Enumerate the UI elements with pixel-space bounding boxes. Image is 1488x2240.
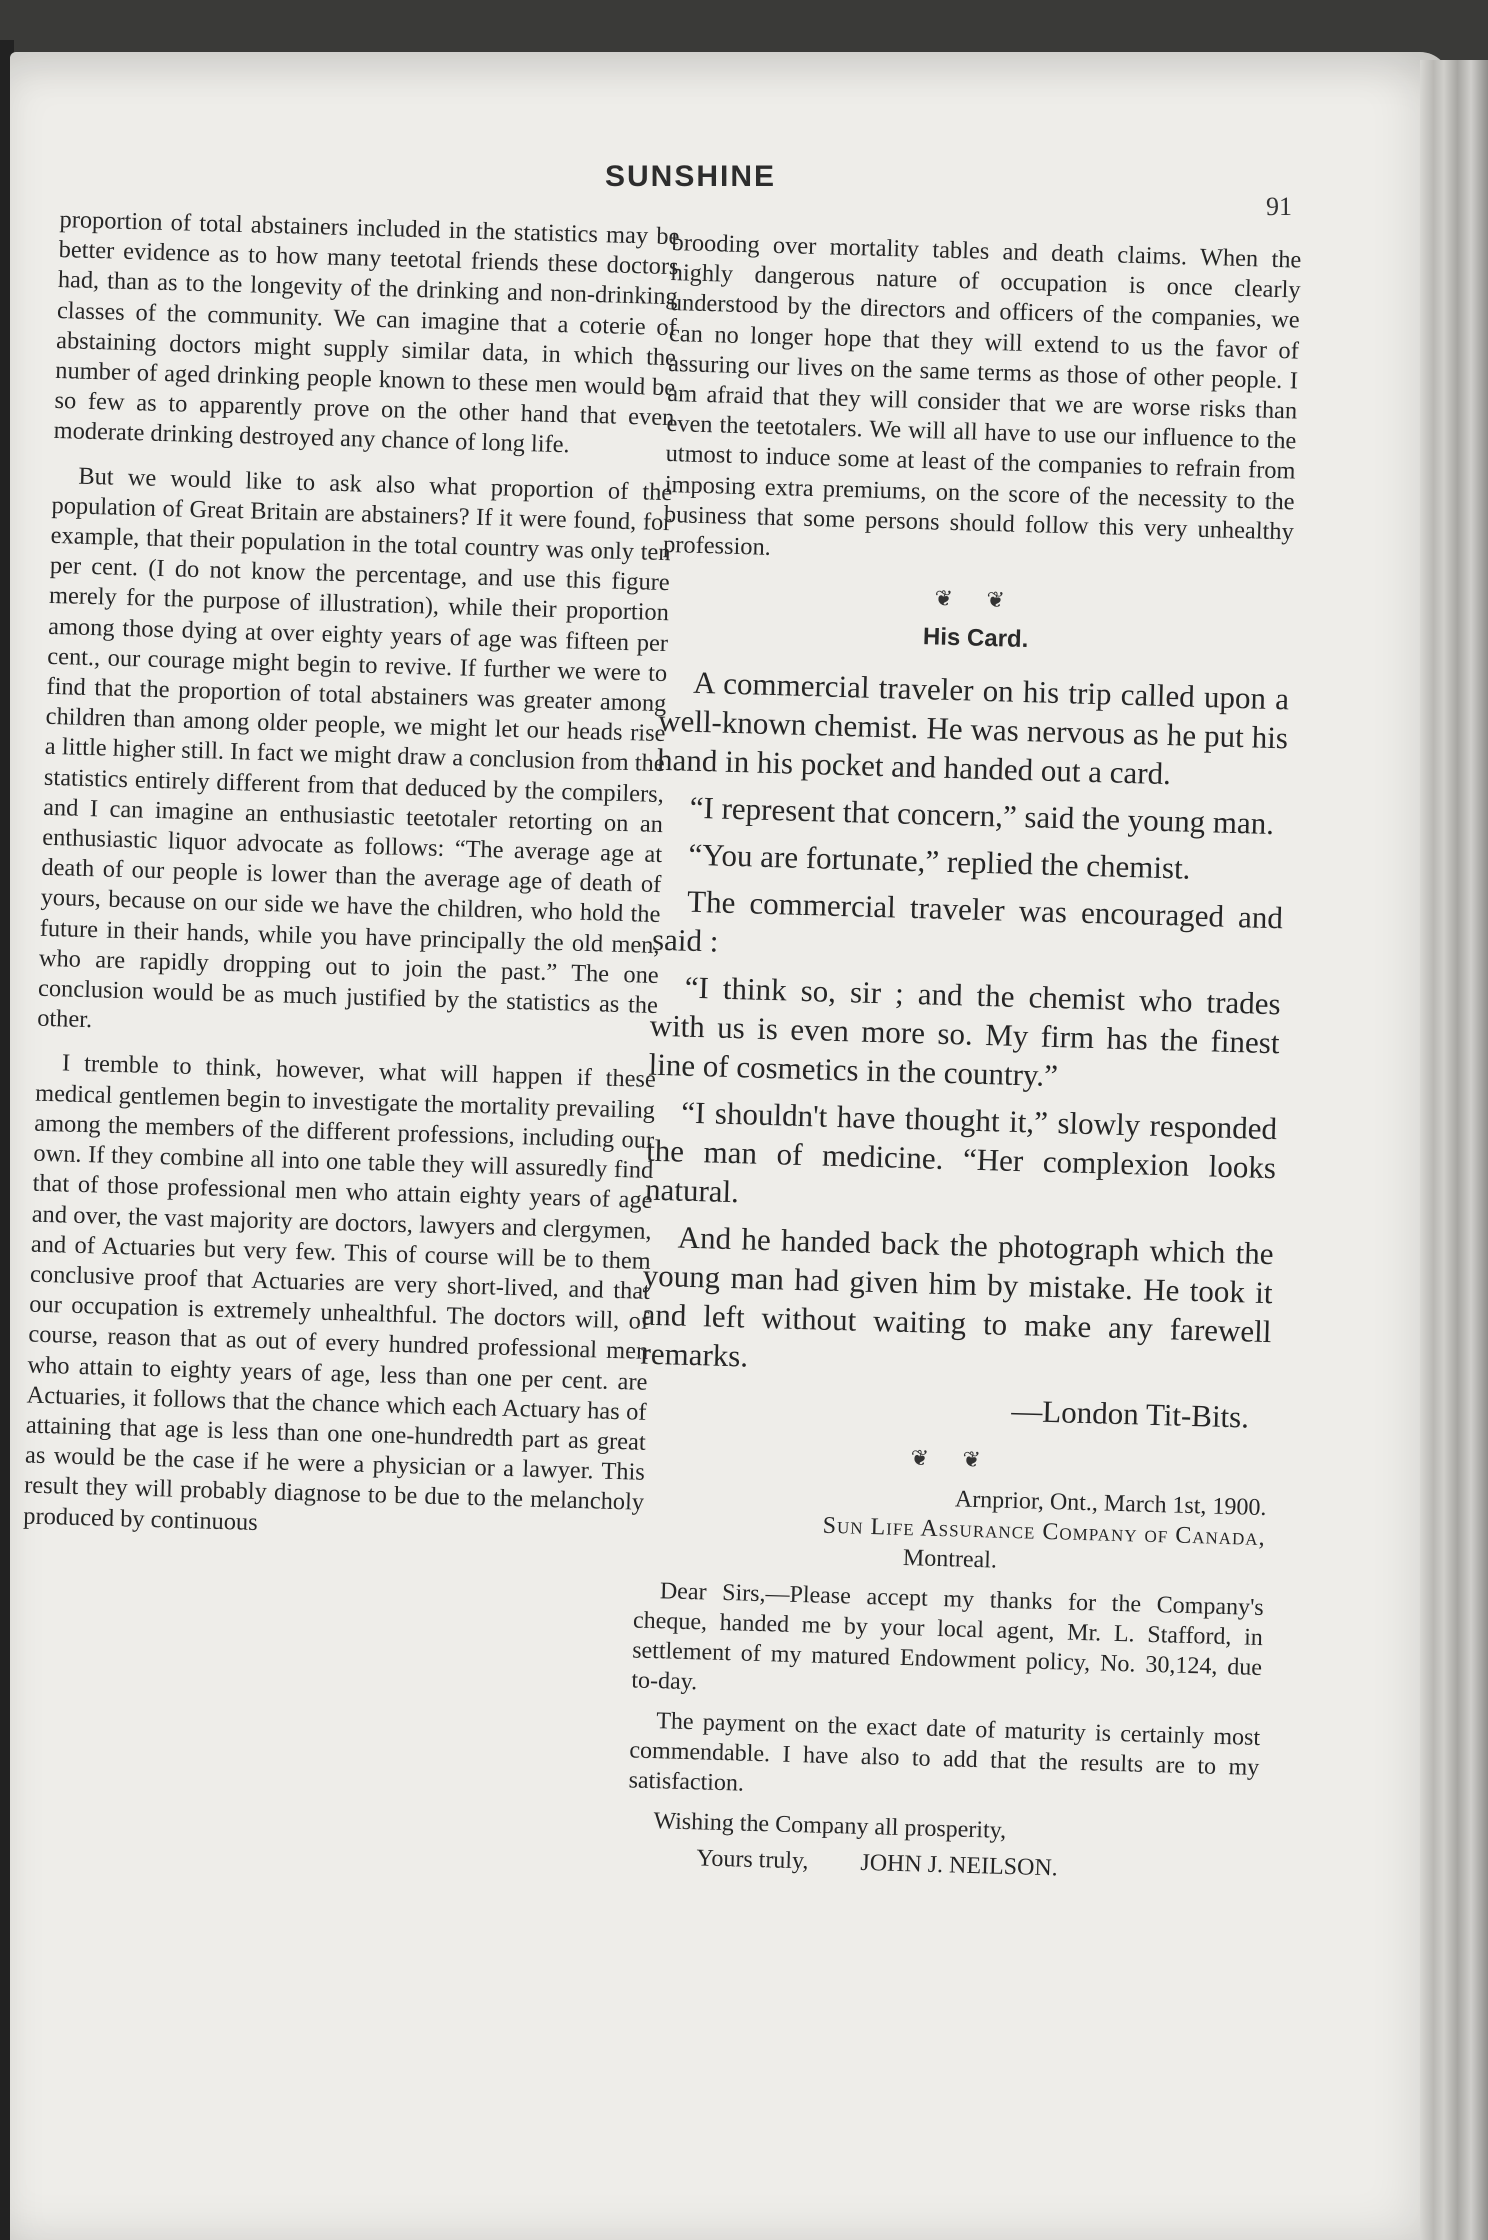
paragraph: And he handed back the photograph which the young man had given him by mistake. He took it and left without waiting to make any farewell remarks. [640, 1219, 1275, 1374]
article-body [639, 662, 1290, 1437]
left-column [23, 205, 680, 1563]
paragraph: A commercial traveler on his trip called upon a well-known chemist. He was nervous as he put his hand in his pocket and handed out a card. [656, 665, 1290, 792]
paragraph: “I think so, sir ; and the chemist who trades with us is even more so. My firm has the finest line of cosmetics in the country.” [648, 969, 1282, 1094]
paragraph: The commercial traveler was encouraged and said : [651, 883, 1284, 959]
letter-body: The payment on the exact date of maturity is certainly most commendable. I have also to add that the results are to my satisfaction. [628, 1708, 1261, 1797]
running-head: SUNSHINE [605, 160, 777, 193]
article-heading: His Card. [922, 623, 1029, 654]
letter-city: Montreal. [902, 1545, 998, 1574]
book-spine [1420, 60, 1488, 2240]
letter-addressee: Sun Life Assurance Company of Canada, [822, 1512, 1267, 1552]
letter-body: Dear Sirs,—Please accept my thanks for the Company's cheque, handed me by your local agent, Mr. L. Stafford, in settlement of my matured Endowment policy, No. 30,124, due to-day. [631, 1578, 1265, 1696]
letter-place-date: Arnprior, Ont., March 1st, 1900. [954, 1486, 1267, 1522]
testimonial-letter [626, 1476, 1267, 1889]
paragraph: But we would like to ask also what proportion of the population of Great Britain are abstainers? If it were found, for example, that their population in the total country was only ten per cent. (I do not know the percentage, and use this figure merely for the purpose of illustration), while their proportion among those dying at over eighty years of age was fifteen per cent., our courage might begin to revive. If further we were to find that the proportion of total abstainers was greater among children than among older people, we might let our heads rise a little higher still. In fact we might draw a conclusion from the statistics entirely different from that deduced by the compilers, and I can imagine an enthusiastic teetotaler retorting on an enthusiastic liquor advocate as follows: “The average age at death of our people is lower than the average age of death of yours, because on our side we have the children, who hold the future in their hands, while you have principally the old men, who are rapidly dropping out to join the past.” The one conclusion would be as much justified by the statistics as the other. [36, 462, 673, 1034]
letter-closing: Wishing the Company all prosperity, [653, 1808, 1007, 1845]
paragraph: “You are fortunate,” replied the chemist. [688, 836, 1191, 886]
letter-signature: JOHN J. NEILSON. [860, 1850, 1059, 1882]
page-number: 91 [1266, 192, 1292, 221]
letter-closing-yours: Yours truly, [696, 1845, 809, 1875]
ornament-divider: ❦ ❦ [910, 1445, 996, 1473]
ornament-divider: ❦ ❦ [934, 585, 1020, 614]
right-column [626, 228, 1302, 1889]
article-source: —London Tit-Bits. [1010, 1393, 1250, 1435]
paragraph: proportion of total abstainers included in the statistics may be better evidence as to how many teetotal friends these doctors had, than as to the longevity of the drinking and non-drinking classes of the community. We can imagine that a coterie of abstaining doctors might supply similar data, in which the number of aged drinking people known to these men would be so few as to apparently prove on the other hand that even moderate drinking destroyed any chance of long life. [53, 205, 680, 459]
paragraph: “I represent that concern,” said the young man. [689, 789, 1275, 842]
paragraph: I tremble to think, however, what will happen if these medical gentlemen begin to investigate the mortality prevailing among the members of the different professions, including our own. If they combine all into one table they will assuredly find that of those professional men who attain eighty years of age and over, the vast majority are doctors, lawyers and clergymen, and of Actuaries but very few. This of course will be to them conclusive proof that Actuaries are very short-lived, and that our occupation is extremely unhealthful. The doctors will, of course, reason that as out of every hundred professional men who attain to eighty years of age, less than one per cent. are Actuaries, it follows that the chance which each Actuary has of attaining that age is less than one one-hundredth part as great as would be the case if he were a physician or a lawyer. This result they will probably diagnose to be due to the melancholy produced by continuous [23, 1049, 657, 1536]
paragraph: “I shouldn't have thought it,” slowly responded the man of medicine. “Her complexion looks natural. [644, 1094, 1278, 1210]
paragraph-continuation: brooding over mortality tables and death claims. When the highly dangerous nature of occupation is once clearly understood by the directors and officers of the companies, we can no longer hope that they will extend to us the favor of assuring our lives on the same terms as those of other people. I am afraid that they will consider that we are worse risks than even the teetotalers. We will all have to use our influence to the utmost to induce some at least of the companies to refrain from imposing extra premiums, on the score of the necessity to the business that some persons should follow this very unhealthy profession. [662, 228, 1302, 561]
